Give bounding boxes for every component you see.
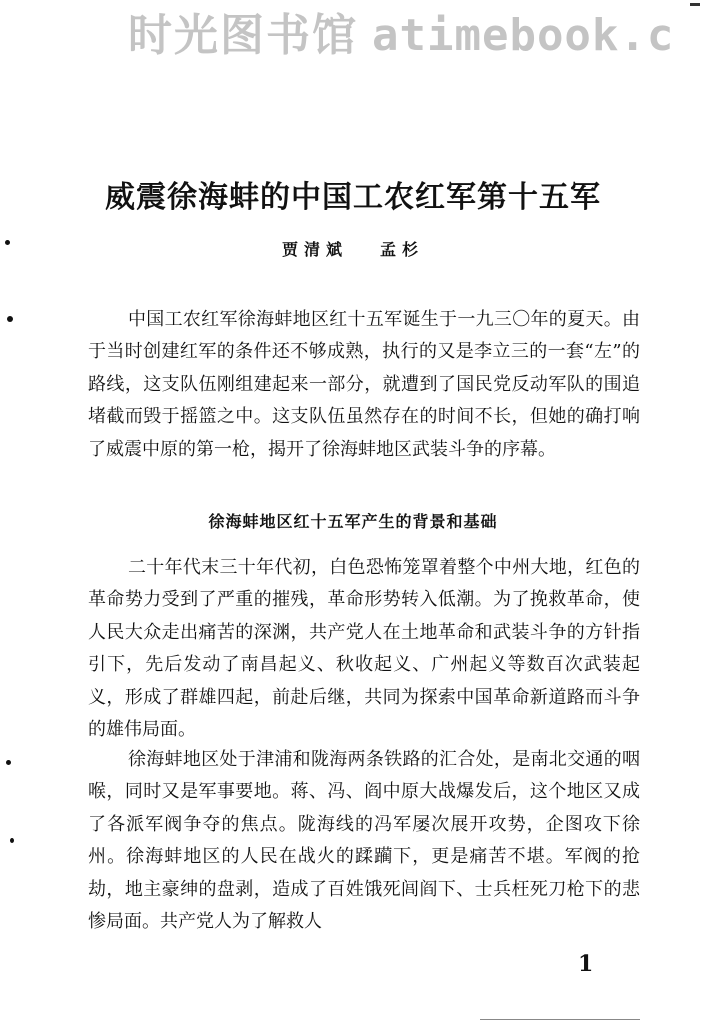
watermark-url: atimebook.c xyxy=(372,10,675,61)
author-name: 贾清斌 xyxy=(281,240,348,259)
article-title: 威震徐海蚌的中国工农红军第十五军 xyxy=(105,180,601,216)
body-paragraph: 二十年代末三十年代初，白色恐怖笼罩着整个中州大地，红色的革命势力受到了严重的摧残，革命形势转入低潮。为了挽救革命，使人民大众走出痛苦的深渊，共产党人在土地革命和武装斗争的方针指引下，先后发动了南昌起义、秋收起义、广州起义等数百次武装起义，形成了群雄四起，前赴后继，共同为探索中国革命新道路而斗争的雄伟局面。 xyxy=(88,557,640,741)
author-line xyxy=(0,238,706,262)
margin-speck xyxy=(10,838,14,843)
intro-paragraph: 中国工农红军徐海蚌地区红十五军诞生于一九三〇年的夏天。由于当时创建红军的条件还不够成熟，执行的又是李立三的一套“左”的路线，这支队伍刚组建起来一部分，就遭到了国民党反动军队的围追堵截而毁于摇篮之中。这支队伍虽然存在的时间不长，但她的确打响了威震中原的第一枪，揭开了徐海蚌地区武装斗争的序幕。 xyxy=(88,309,640,460)
margin-speck xyxy=(7,316,13,322)
margin-speck xyxy=(6,760,11,765)
body-paragraph: 徐海蚌地区处于津浦和陇海两条铁路的汇合处，是南北交通的咽喉，同时又是军事要地。蒋、冯、阎中原大战爆发后，这个地区又成了各派军阀争夺的焦点。陇海线的冯军屡次展开攻势，企图攻下徐州。徐海蚌地区的人民在战火的蹂躏下，更是痛苦不堪。军阀的抢劫，地主豪绅的盘剥，造成了百姓饿死闾阎下、士兵枉死刀枪下的悲惨局面。共产党人为了解救人 xyxy=(88,749,640,933)
watermark xyxy=(128,6,706,66)
bottom-rule xyxy=(480,1019,640,1020)
section-heading: 徐海蚌地区红十五军产生的背景和基础 xyxy=(208,512,498,531)
watermark-chinese: 时光图书馆 xyxy=(128,10,358,61)
author-name: 孟杉 xyxy=(380,240,425,259)
page-number: 1 xyxy=(578,951,594,977)
margin-speck xyxy=(5,240,10,245)
